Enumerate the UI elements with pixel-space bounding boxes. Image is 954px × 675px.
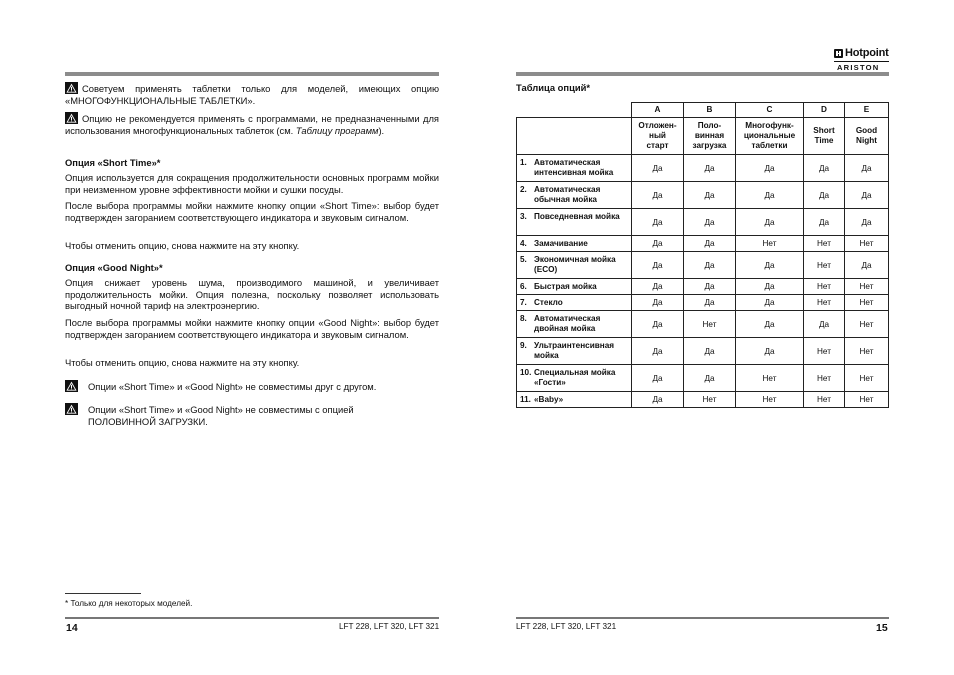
option-value-cell: Да: [632, 279, 684, 295]
program-name: Быстрая мойка: [534, 282, 597, 291]
option-value-cell: Нет: [804, 252, 845, 279]
column-label-line: Good: [855, 125, 878, 135]
program-name-cell: [517, 279, 632, 295]
program-note-text: Опцию не рекомендуется применять с программами, не предназначенными для использования многофункциональных таблеток (см.: [65, 113, 439, 136]
right-bottom-rule: [516, 617, 889, 619]
column-label-line: Time: [814, 136, 834, 145]
program-name-cell: [517, 365, 632, 392]
option-value-cell: Да: [632, 365, 684, 392]
program-name: Стекло: [534, 298, 563, 307]
table-row: [517, 295, 889, 311]
option-value-cell: Да: [632, 252, 684, 279]
compat-warning-2-line2: ПОЛОВИННОЙ ЗАГРУЗКИ.: [88, 415, 208, 427]
column-label: [736, 118, 804, 155]
program-number: 5.: [520, 255, 527, 264]
program-name: Экономичная мойка (ECO): [534, 255, 616, 275]
option-value-cell: Нет: [804, 365, 845, 392]
option-value-cell: Да: [804, 182, 845, 209]
option-value-cell: Да: [736, 182, 804, 209]
option-value-cell: Нет: [736, 392, 804, 408]
option-value-cell: Да: [684, 338, 736, 365]
option-value-cell: Да: [804, 155, 845, 182]
column-letter: A: [632, 103, 684, 118]
option-value-cell: Да: [632, 392, 684, 408]
program-name-cell: [517, 209, 632, 236]
program-name-cell: [517, 392, 632, 408]
program-number: 6.: [520, 282, 527, 291]
good-night-description: Опция снижает уровень шума, производимого машиной, и увеличивает продолжительность мойки. Опция полезна, поскольку позволяет использовать выгодный ночной тариф на электроэнергию.: [65, 277, 439, 312]
option-value-cell: Нет: [736, 236, 804, 252]
option-value-cell: Нет: [804, 279, 845, 295]
right-top-rule: [516, 72, 889, 76]
warning-icon: [65, 112, 78, 124]
table-row: [517, 236, 889, 252]
option-value-cell: Да: [684, 365, 736, 392]
option-value-cell: Нет: [845, 295, 889, 311]
option-value-cell: Да: [845, 182, 889, 209]
option-value-cell: Да: [736, 209, 804, 236]
model-list-left: LFT 228, LFT 320, LFT 321: [339, 622, 440, 631]
program-name: Повседневная мойка: [534, 212, 620, 221]
option-value-cell: Да: [632, 155, 684, 182]
program-name-cell: [517, 338, 632, 365]
column-label: [684, 118, 736, 155]
option-value-cell: Нет: [684, 311, 736, 338]
warning-icon: [65, 82, 78, 94]
column-label-line: загрузка: [692, 141, 727, 151]
program-note-end: ).: [378, 124, 385, 136]
option-value-cell: Нет: [845, 338, 889, 365]
program-number: 3.: [520, 212, 527, 221]
footnote-rule: [65, 593, 141, 594]
warning-icon: [65, 380, 78, 392]
warning-icon: [65, 403, 78, 415]
option-value-cell: Да: [845, 252, 889, 279]
column-letter: D: [804, 103, 845, 118]
program-number: 1.: [520, 158, 527, 167]
table-row: [517, 279, 889, 295]
table-label-row: [517, 118, 889, 155]
option-value-cell: Да: [684, 279, 736, 295]
option-value-cell: Да: [632, 311, 684, 338]
table-row: [517, 155, 889, 182]
option-value-cell: Да: [684, 236, 736, 252]
compat-warning-1: Опции «Short Time» и «Good Night» не совместимы друг с другом.: [88, 381, 377, 392]
logo-sub: ARISTON: [837, 63, 880, 72]
option-value-cell: Нет: [684, 392, 736, 408]
compat-warning-2-line1: Опции «Short Time» и «Good Night» не совместимы с опцией: [88, 404, 354, 415]
program-name-cell: [517, 182, 632, 209]
model-list-right: LFT 228, LFT 320, LFT 321: [516, 622, 617, 631]
option-value-cell: Нет: [804, 236, 845, 252]
option-value-cell: Да: [845, 155, 889, 182]
option-value-cell: Да: [684, 295, 736, 311]
option-value-cell: Да: [845, 209, 889, 236]
option-value-cell: Нет: [845, 279, 889, 295]
logo-rule: [834, 61, 889, 62]
option-value-cell: Нет: [845, 311, 889, 338]
options-table-title: Таблица опций*: [516, 82, 591, 93]
option-value-cell: Да: [632, 236, 684, 252]
option-value-cell: Нет: [845, 365, 889, 392]
option-value-cell: Да: [804, 209, 845, 236]
column-label-line: Поло-: [697, 120, 722, 130]
column-letter: B: [684, 103, 736, 118]
option-value-cell: Да: [736, 338, 804, 365]
table-label-corner: [517, 118, 632, 155]
footnote: * Только для некоторых моделей.: [65, 599, 193, 608]
short-time-cancel: Чтобы отменить опцию, снова нажмите на эту кнопку.: [65, 240, 300, 251]
good-night-usage: После выбора программы мойки нажмите кнопку опции «Good Night»: выбор будет подтвержден загоранием соответствующего индикатора и звуковым сигналом.: [65, 317, 439, 340]
option-value-cell: Да: [632, 182, 684, 209]
column-label: [804, 118, 845, 155]
column-label-line: ный: [649, 130, 666, 140]
column-label-line: Отложен-: [638, 120, 677, 130]
program-table-ref: Таблицу программ: [295, 124, 379, 136]
column-letter: E: [845, 103, 889, 118]
option-value-cell: Нет: [804, 338, 845, 365]
table-row: [517, 338, 889, 365]
program-name: Специальная мойка «Гости»: [534, 368, 616, 388]
table-row: [517, 209, 889, 236]
table-row: [517, 182, 889, 209]
logo-mark-icon: [834, 49, 843, 58]
option-value-cell: Да: [804, 311, 845, 338]
table-row: [517, 365, 889, 392]
column-letter: C: [736, 103, 804, 118]
program-number: 9.: [520, 341, 527, 350]
table-row: [517, 311, 889, 338]
option-value-cell: Да: [736, 295, 804, 311]
option-value-cell: Да: [632, 295, 684, 311]
page-number-right: 15: [876, 622, 888, 634]
program-name-cell: [517, 295, 632, 311]
option-value-cell: Да: [736, 252, 804, 279]
program-number: 4.: [520, 239, 527, 248]
left-top-rule: [65, 72, 439, 76]
column-label-line: Night: [856, 136, 877, 145]
program-name: Автоматическая интенсивная мойка: [534, 158, 614, 178]
program-number: 2.: [520, 185, 527, 194]
option-value-cell: Да: [684, 252, 736, 279]
program-name: Замачивание: [534, 239, 588, 248]
program-name-cell: [517, 252, 632, 279]
program-name: Автоматическая обычная мойка: [534, 185, 601, 205]
program-name-cell: [517, 236, 632, 252]
table-corner: [517, 103, 632, 118]
column-label-line: Многофунк-: [745, 120, 794, 130]
program-number: 11.: [520, 395, 531, 404]
program-note: [65, 112, 439, 136]
column-label: [632, 118, 684, 155]
column-label: [845, 118, 889, 155]
column-label-line: таблетки: [751, 141, 788, 151]
program-name-cell: [517, 311, 632, 338]
option-value-cell: Да: [684, 182, 736, 209]
option-value-cell: Да: [632, 209, 684, 236]
option-value-cell: Да: [736, 279, 804, 295]
good-night-heading: Опция «Good Night»*: [65, 262, 163, 273]
option-value-cell: Да: [632, 338, 684, 365]
option-value-cell: Да: [736, 311, 804, 338]
program-name-cell: [517, 155, 632, 182]
option-value-cell: Да: [736, 155, 804, 182]
option-value-cell: Нет: [845, 236, 889, 252]
program-name: «Baby»: [534, 395, 564, 404]
tablet-note-text: Советуем применять таблетки только для моделей, имеющих опцию «МНОГОФУНКЦИОНАЛЬНЫЕ ТАБЛЕТКИ».: [65, 83, 439, 106]
short-time-heading: Опция «Short Time»*: [65, 157, 161, 168]
option-value-cell: Нет: [804, 295, 845, 311]
option-value-cell: Нет: [736, 365, 804, 392]
short-time-usage: После выбора программы мойки нажмите кнопку опции «Short Time»: выбор будет подтвержден загоранием соответствующего индикатора и звуковым сигналом.: [65, 200, 439, 223]
tablet-note: [65, 82, 439, 106]
table-row: [517, 392, 889, 408]
column-label-line: циональные: [743, 130, 796, 140]
program-name: Автоматическая двойная мойка: [534, 314, 601, 334]
short-time-description: Опция используется для сокращения продолжительности основных программ мойки при неизменном уровне эффективности мойки и сушки посуды.: [65, 172, 439, 195]
logo-brand: Hotpoint: [845, 47, 889, 59]
left-bottom-rule: [65, 617, 439, 619]
option-value-cell: Нет: [845, 392, 889, 408]
option-value-cell: Нет: [804, 392, 845, 408]
options-table: [516, 102, 889, 408]
option-value-cell: Да: [684, 209, 736, 236]
table-row: [517, 252, 889, 279]
column-label-line: Short: [813, 125, 835, 135]
column-label-line: винная: [694, 130, 725, 140]
program-number: 7.: [520, 298, 527, 307]
program-name: Ультраинтенсивная мойка: [534, 341, 615, 361]
page-number-left: 14: [66, 622, 78, 634]
column-label-line: старт: [646, 141, 669, 151]
good-night-cancel: Чтобы отменить опцию, снова нажмите на эту кнопку.: [65, 357, 300, 368]
table-letter-row: [517, 103, 889, 118]
option-value-cell: Да: [684, 155, 736, 182]
program-number: 8.: [520, 314, 527, 323]
program-number: 10.: [520, 368, 532, 377]
compat-warning-2: [88, 404, 439, 427]
